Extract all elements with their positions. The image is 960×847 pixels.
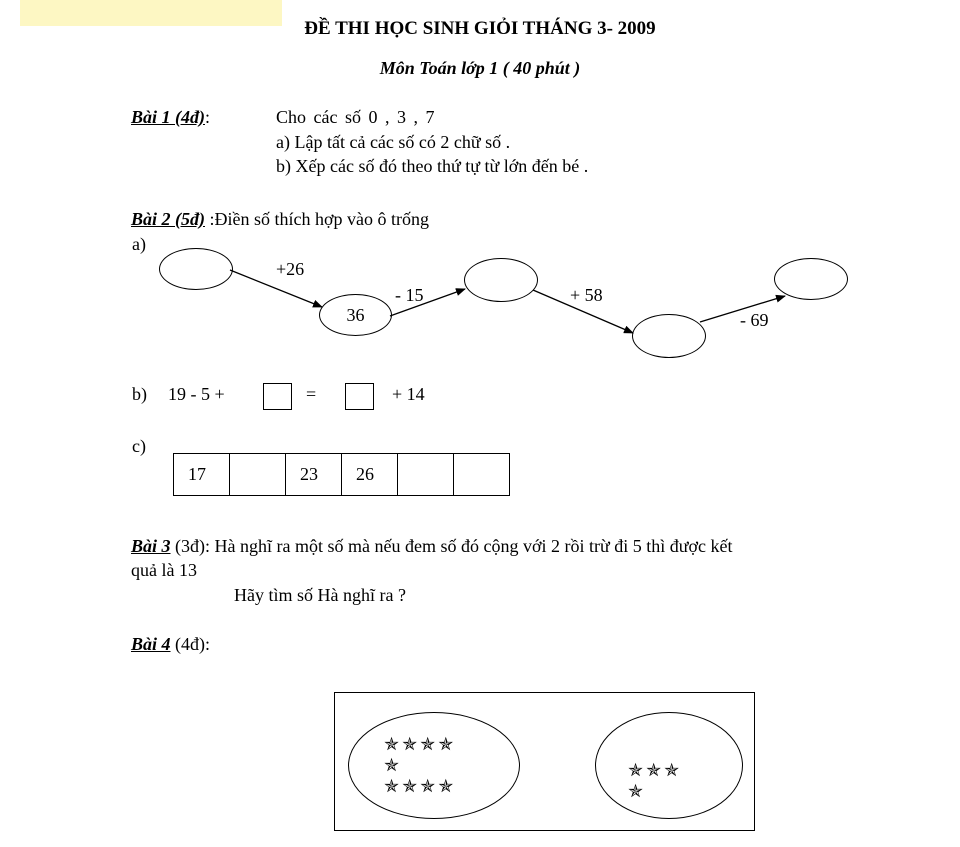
exam-title: ĐỀ THI HỌC SINH GIỎI THÁNG 3- 2009 xyxy=(304,18,656,39)
sequence-cell-blank[interactable] xyxy=(454,454,510,496)
sequence-cell: 23 xyxy=(286,454,342,496)
bai2-part-c-label: c) xyxy=(132,436,146,456)
equation-right: + 14 xyxy=(392,384,425,404)
arrow-diagram xyxy=(0,0,960,400)
bai3-heading: Bài 3 xyxy=(131,536,171,556)
exam-subtitle: Môn Toán lớp 1 ( 40 phút ) xyxy=(379,58,581,78)
value-oval: 36 xyxy=(319,294,392,336)
answer-box-1[interactable] xyxy=(263,383,292,410)
blank-oval-end[interactable] xyxy=(774,258,848,300)
bai3-line-2: quả là 13 xyxy=(131,560,197,580)
bai1-part-a: a) Lập tất cả các số có 2 chữ số . xyxy=(276,132,511,152)
blank-oval-3[interactable] xyxy=(632,314,706,358)
equation-left: 19 - 5 + xyxy=(168,384,225,404)
bai2-instruction: :Điền số thích hợp vào ô trống xyxy=(205,209,429,229)
blank-oval-start[interactable] xyxy=(159,248,233,290)
answer-box-2[interactable] xyxy=(345,383,374,410)
bai3-question: Hãy tìm số Hà nghĩ ra ? xyxy=(234,585,406,605)
sequence-cell: 26 xyxy=(342,454,398,496)
bai3-text: (3đ): Hà nghĩ ra một số mà nếu đem số đó cộng với 2 rồi trừ đi 5 thì được kết xyxy=(170,536,733,556)
sequence-cell-blank[interactable] xyxy=(230,454,286,496)
op-plus-58: + 58 xyxy=(570,285,603,305)
op-minus-69: - 69 xyxy=(740,310,769,330)
bai3-line-1 xyxy=(131,536,732,557)
op-plus-26: +26 xyxy=(276,259,305,279)
bai4-points: (4đ): xyxy=(170,634,211,654)
bai1-colon: : xyxy=(205,107,211,127)
bai4-heading: Bài 4 xyxy=(131,634,171,654)
bai4-heading-line xyxy=(131,634,210,655)
sequence-cell: 17 xyxy=(174,454,230,496)
bai2-heading: Bài 2 (5đ) xyxy=(131,209,205,229)
op-minus-15: - 15 xyxy=(395,285,424,305)
bai1-heading: Bài 1 (4đ) xyxy=(131,107,205,127)
sequence-cell-blank[interactable] xyxy=(398,454,454,496)
equation-equals: = xyxy=(306,384,317,404)
bai1-part-b: b) Xếp các số đó theo thứ tự từ lớn đến bé . xyxy=(276,156,589,176)
blank-oval-2[interactable] xyxy=(464,258,538,302)
right-star-group: ✯✯✯ ✯ xyxy=(628,760,683,802)
left-star-group: ✯✯✯✯ ✯ ✯✯✯✯ xyxy=(384,734,457,797)
bai2-part-b-label: b) xyxy=(132,384,147,404)
bai2-part-a-label: a) xyxy=(132,234,146,254)
number-sequence-table xyxy=(173,453,510,496)
bai1-intro: Cho các số 0 , 3 , 7 xyxy=(276,107,435,127)
